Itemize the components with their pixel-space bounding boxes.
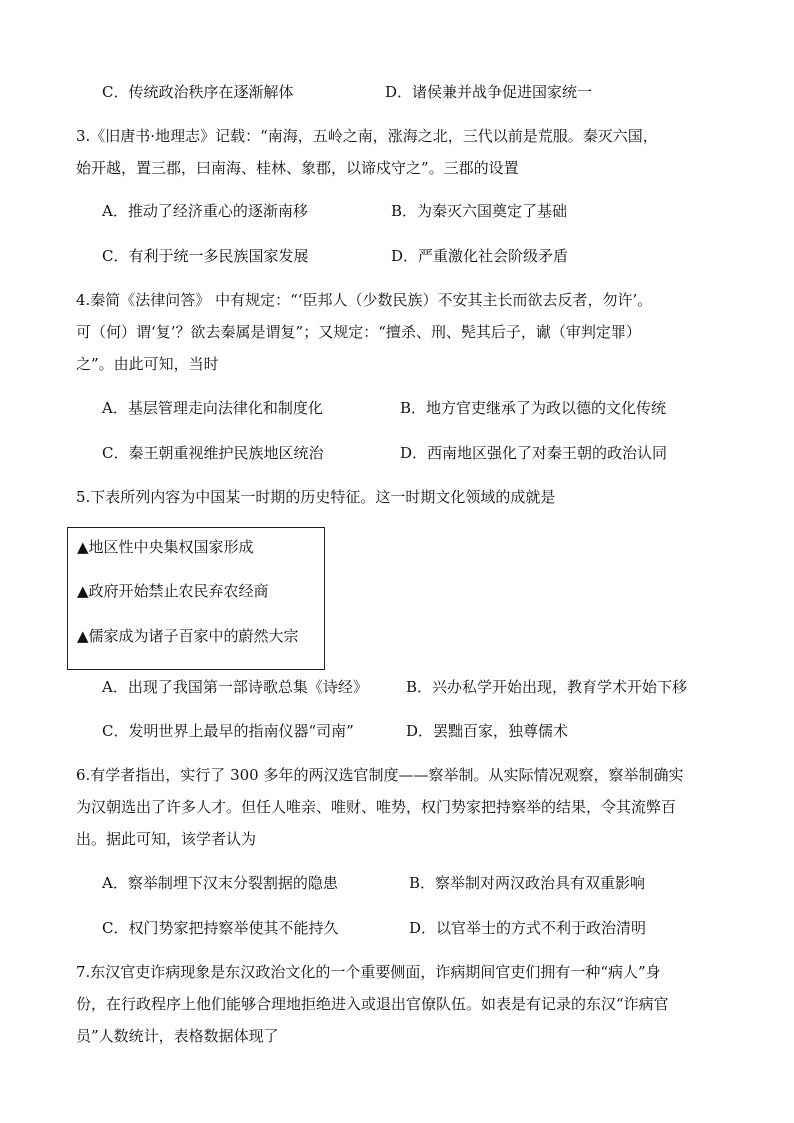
- q4-option-d: D．西南地区强化了对秦王朝的政治认同: [400, 444, 668, 462]
- q6-option-d: D．以官举士的方式不利于政治清明: [409, 919, 647, 937]
- q7-stem-line-3: 员”人数统计，表格数据体现了: [76, 1027, 279, 1045]
- q3-stem-line-1: 3.《旧唐书·地理志》记载：“南海，五岭之南，涨海之北，三代以前是荒服。秦灭六国，: [76, 127, 658, 145]
- q7-stem-line-1: 7.东汉官吏诈病现象是东汉政治文化的一个重要侧面，诈病期间官吏们拥有一种“病人”身: [76, 963, 661, 981]
- q6-option-b: B．察举制对两汉政治具有双重影响: [409, 874, 646, 892]
- q3-option-a: A．推动了经济重心的逐渐南移: [102, 202, 308, 220]
- q6-stem-line-1: 6.有学者指出，实行了 300 多年的两汉选官制度——察举制。从实际情况观察，察举制确实: [76, 766, 684, 784]
- q5-option-c: C．发明世界上最早的指南仪器“司南”: [102, 722, 354, 740]
- q5-feature-3: ▲儒家成为诸子百家中的蔚然大宗: [77, 627, 299, 645]
- q3-option-d: D．严重激化社会阶级矛盾: [391, 247, 569, 265]
- q5-option-a: A．出现了我国第一部诗歌总集《诗经》: [102, 678, 368, 696]
- q4-stem-line-2: 可（何）谓‘复’？欲去秦属是谓复”；又规定：“擅杀、刑、髡其后子，谳（审判定罪）: [76, 323, 641, 341]
- q2-option-c: C．传统政治秩序在逐渐解体: [102, 83, 294, 101]
- q4-stem-line-3: 之”。由此可知，当时: [76, 355, 219, 373]
- q3-stem-line-2: 始开越，置三郡，曰南海、桂林、象郡，以谛戍守之”。三郡的设置: [76, 159, 519, 177]
- q5-feature-1: ▲地区性中央集权国家形成: [77, 538, 254, 556]
- q3-option-b: B．为秦灭六国奠定了基础: [391, 202, 568, 220]
- q6-stem-line-3: 出。据此可知，该学者认为: [76, 830, 257, 848]
- q3-option-c: C．有利于统一多民族国家发展: [102, 247, 309, 265]
- q5-feature-2: ▲政府开始禁止农民弃农经商: [77, 582, 269, 600]
- q4-stem-line-1: 4.秦简《法律问答》 中有规定：“‘臣邦人（少数民族）不安其主长而欲去反者，勿许’。: [76, 291, 653, 309]
- q4-option-b: B．地方官吏继承了为政以德的文化传统: [400, 399, 667, 417]
- q6-stem-line-2: 为汉朝选出了许多人才。但任人唯亲、唯财、唯势，权门势家把持察举的结果，令其流弊百: [76, 798, 677, 816]
- q2-option-d: D．诸侯兼并战争促进国家统一: [385, 83, 593, 101]
- q4-option-a: A．基层管理走向法律化和制度化: [102, 399, 323, 417]
- q6-option-a: A．察举制埋下汉末分裂割据的隐患: [102, 874, 338, 892]
- q4-option-c: C．秦王朝重视维护民族地区统治: [102, 444, 324, 462]
- q5-option-d: D．罢黜百家，独尊儒术: [406, 722, 569, 740]
- q7-stem-line-2: 份，在行政程序上他们能够合理地拒绝进入或退出官僚队伍。如表是有记录的东汉“诈病官: [76, 995, 669, 1013]
- q5-stem-line-1: 5.下表所列内容为中国某一时期的历史特征。这一时期文化领域的成就是: [76, 488, 556, 506]
- q5-option-b: B．兴办私学开始出现，教育学术开始下移: [406, 678, 688, 696]
- q6-option-c: C．权门势家把持察举使其不能持久: [102, 919, 339, 937]
- q5-feature-table: [67, 527, 325, 670]
